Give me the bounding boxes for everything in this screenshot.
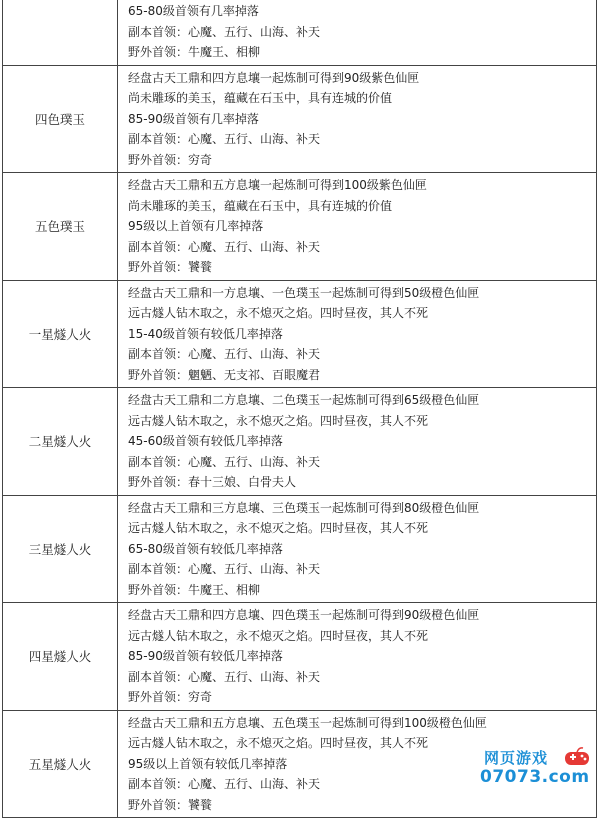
description-line: 经盘古天工鼎和二方息壤、二色璞玉一起炼制可得到65级橙色仙匣: [128, 393, 480, 407]
description-line: 经盘古天工鼎和五方息壤、五色璞玉一起炼制可得到100级橙色仙匣: [128, 715, 487, 730]
description-line: 经盘古天工鼎和四方息壤、四色璞玉一起炼制可得到90级橙色仙匣: [128, 608, 480, 622]
description-line: 野外首领：穷奇: [128, 690, 213, 704]
description-line: 经盘古天工鼎和四方息壤一起炼制可得到90级紫色仙匣: [128, 70, 420, 85]
item-description-cell: [118, 388, 597, 496]
watermark-site-domain: 07073.com: [480, 767, 590, 787]
site-watermark-logo: [480, 745, 592, 793]
table-row: [3, 65, 597, 173]
description-line: 85-90级首领有几率掉落: [128, 111, 259, 126]
item-name-cell: [3, 0, 118, 65]
description-line: 远古燧人钻木取之，永不熄灭之焰。四时昼夜，其人不死: [128, 628, 429, 643]
table-row: [3, 173, 597, 281]
description-line: 远古燧人钻木取之，永不熄灭之焰。四时昼夜，其人不死: [128, 306, 429, 320]
item-description-cell: [118, 0, 597, 65]
description-line: 副本首领：心魔、五行、山海、补天: [128, 24, 321, 39]
item-name-cell: 二星燧人火: [3, 388, 118, 496]
description-line: 经盘古天工鼎和五方息壤一起炼制可得到100级紫色仙匣: [128, 178, 427, 192]
description-line: 副本首领：心魔、五行、山海、补天: [128, 347, 321, 361]
description-line: 副本首领：心魔、五行、山海、补天: [128, 239, 321, 254]
item-name-cell: 三星燧人火: [3, 495, 118, 603]
description-line: 野外首领：牛魔王、相柳: [128, 45, 261, 59]
description-line: 尚未雕琢的美玉，蕴藏在石玉中，具有连城的价值: [128, 91, 393, 105]
item-name-cell: 四星燧人火: [3, 603, 118, 711]
table-row: [3, 603, 597, 711]
description-line: 野外首领：春十三娘、白骨夫人: [128, 475, 297, 489]
description-line: 尚未雕琢的美玉，蕴藏在石玉中，具有连城的价值: [128, 198, 393, 213]
description-line: 95级以上首领有较低几率掉落: [128, 756, 288, 771]
table-row: [3, 388, 597, 496]
description-line: 65-80级首领有较低几率掉落: [128, 541, 283, 556]
description-line: 野外首领：牛魔王、相柳: [128, 582, 261, 597]
description-line: 野外首领：饕餮: [128, 797, 213, 812]
gamepad-icon: [562, 745, 592, 771]
description-line: 副本首领：心魔、五行、山海、补天: [128, 562, 321, 576]
description-line: 远古燧人钻木取之，永不熄灭之焰。四时昼夜，其人不死: [128, 413, 429, 428]
item-name-cell: 一星燧人火: [3, 280, 118, 388]
description-line: 野外首领：魍魉、无支祁、百眼魔君: [128, 367, 321, 382]
item-description-cell: [118, 173, 597, 281]
description-line: 85-90级首领有较低几率掉落: [128, 649, 283, 663]
description-line: 副本首领：心魔、五行、山海、补天: [128, 454, 321, 469]
description-line: 95级以上首领有几率掉落: [128, 219, 264, 233]
item-description-cell: [118, 280, 597, 388]
description-line: 经盘古天工鼎和三方息壤、三色璞玉一起炼制可得到80级橙色仙匣: [128, 500, 480, 515]
description-line: 副本首领：心魔、五行、山海、补天: [128, 669, 321, 684]
item-description-cell: [118, 495, 597, 603]
description-line: 副本首领：心魔、五行、山海、补天: [128, 777, 321, 791]
description-line: 远古燧人钻木取之，永不熄灭之焰。四时昼夜，其人不死: [128, 736, 429, 750]
description-line: 15-40级首领有较低几率掉落: [128, 326, 283, 341]
watermark-site-name: 网页游戏: [484, 749, 549, 767]
description-line: 45-60级首领有较低几率掉落: [128, 434, 283, 448]
table-body: [3, 0, 597, 818]
item-description-cell: [118, 603, 597, 711]
description-line: 经盘古天工鼎和一方息壤、一色璞玉一起炼制可得到50级橙色仙匣: [128, 285, 480, 300]
item-name-cell: 四色璞玉: [3, 65, 118, 173]
item-name-cell: 五星燧人火: [3, 710, 118, 818]
item-drop-table: [2, 0, 597, 818]
item-name-cell: 五色璞玉: [3, 173, 118, 281]
item-description-cell: [118, 65, 597, 173]
description-line: 副本首领：心魔、五行、山海、补天: [128, 132, 321, 146]
table-row: [3, 495, 597, 603]
table-row: [3, 0, 597, 65]
description-line: 野外首领：饕餮: [128, 260, 213, 274]
description-line: 野外首领：穷奇: [128, 152, 213, 167]
description-line: 65-80级首领有几率掉落: [128, 4, 259, 18]
description-line: 远古燧人钻木取之，永不熄灭之焰。四时昼夜，其人不死: [128, 521, 429, 535]
table-row: [3, 280, 597, 388]
